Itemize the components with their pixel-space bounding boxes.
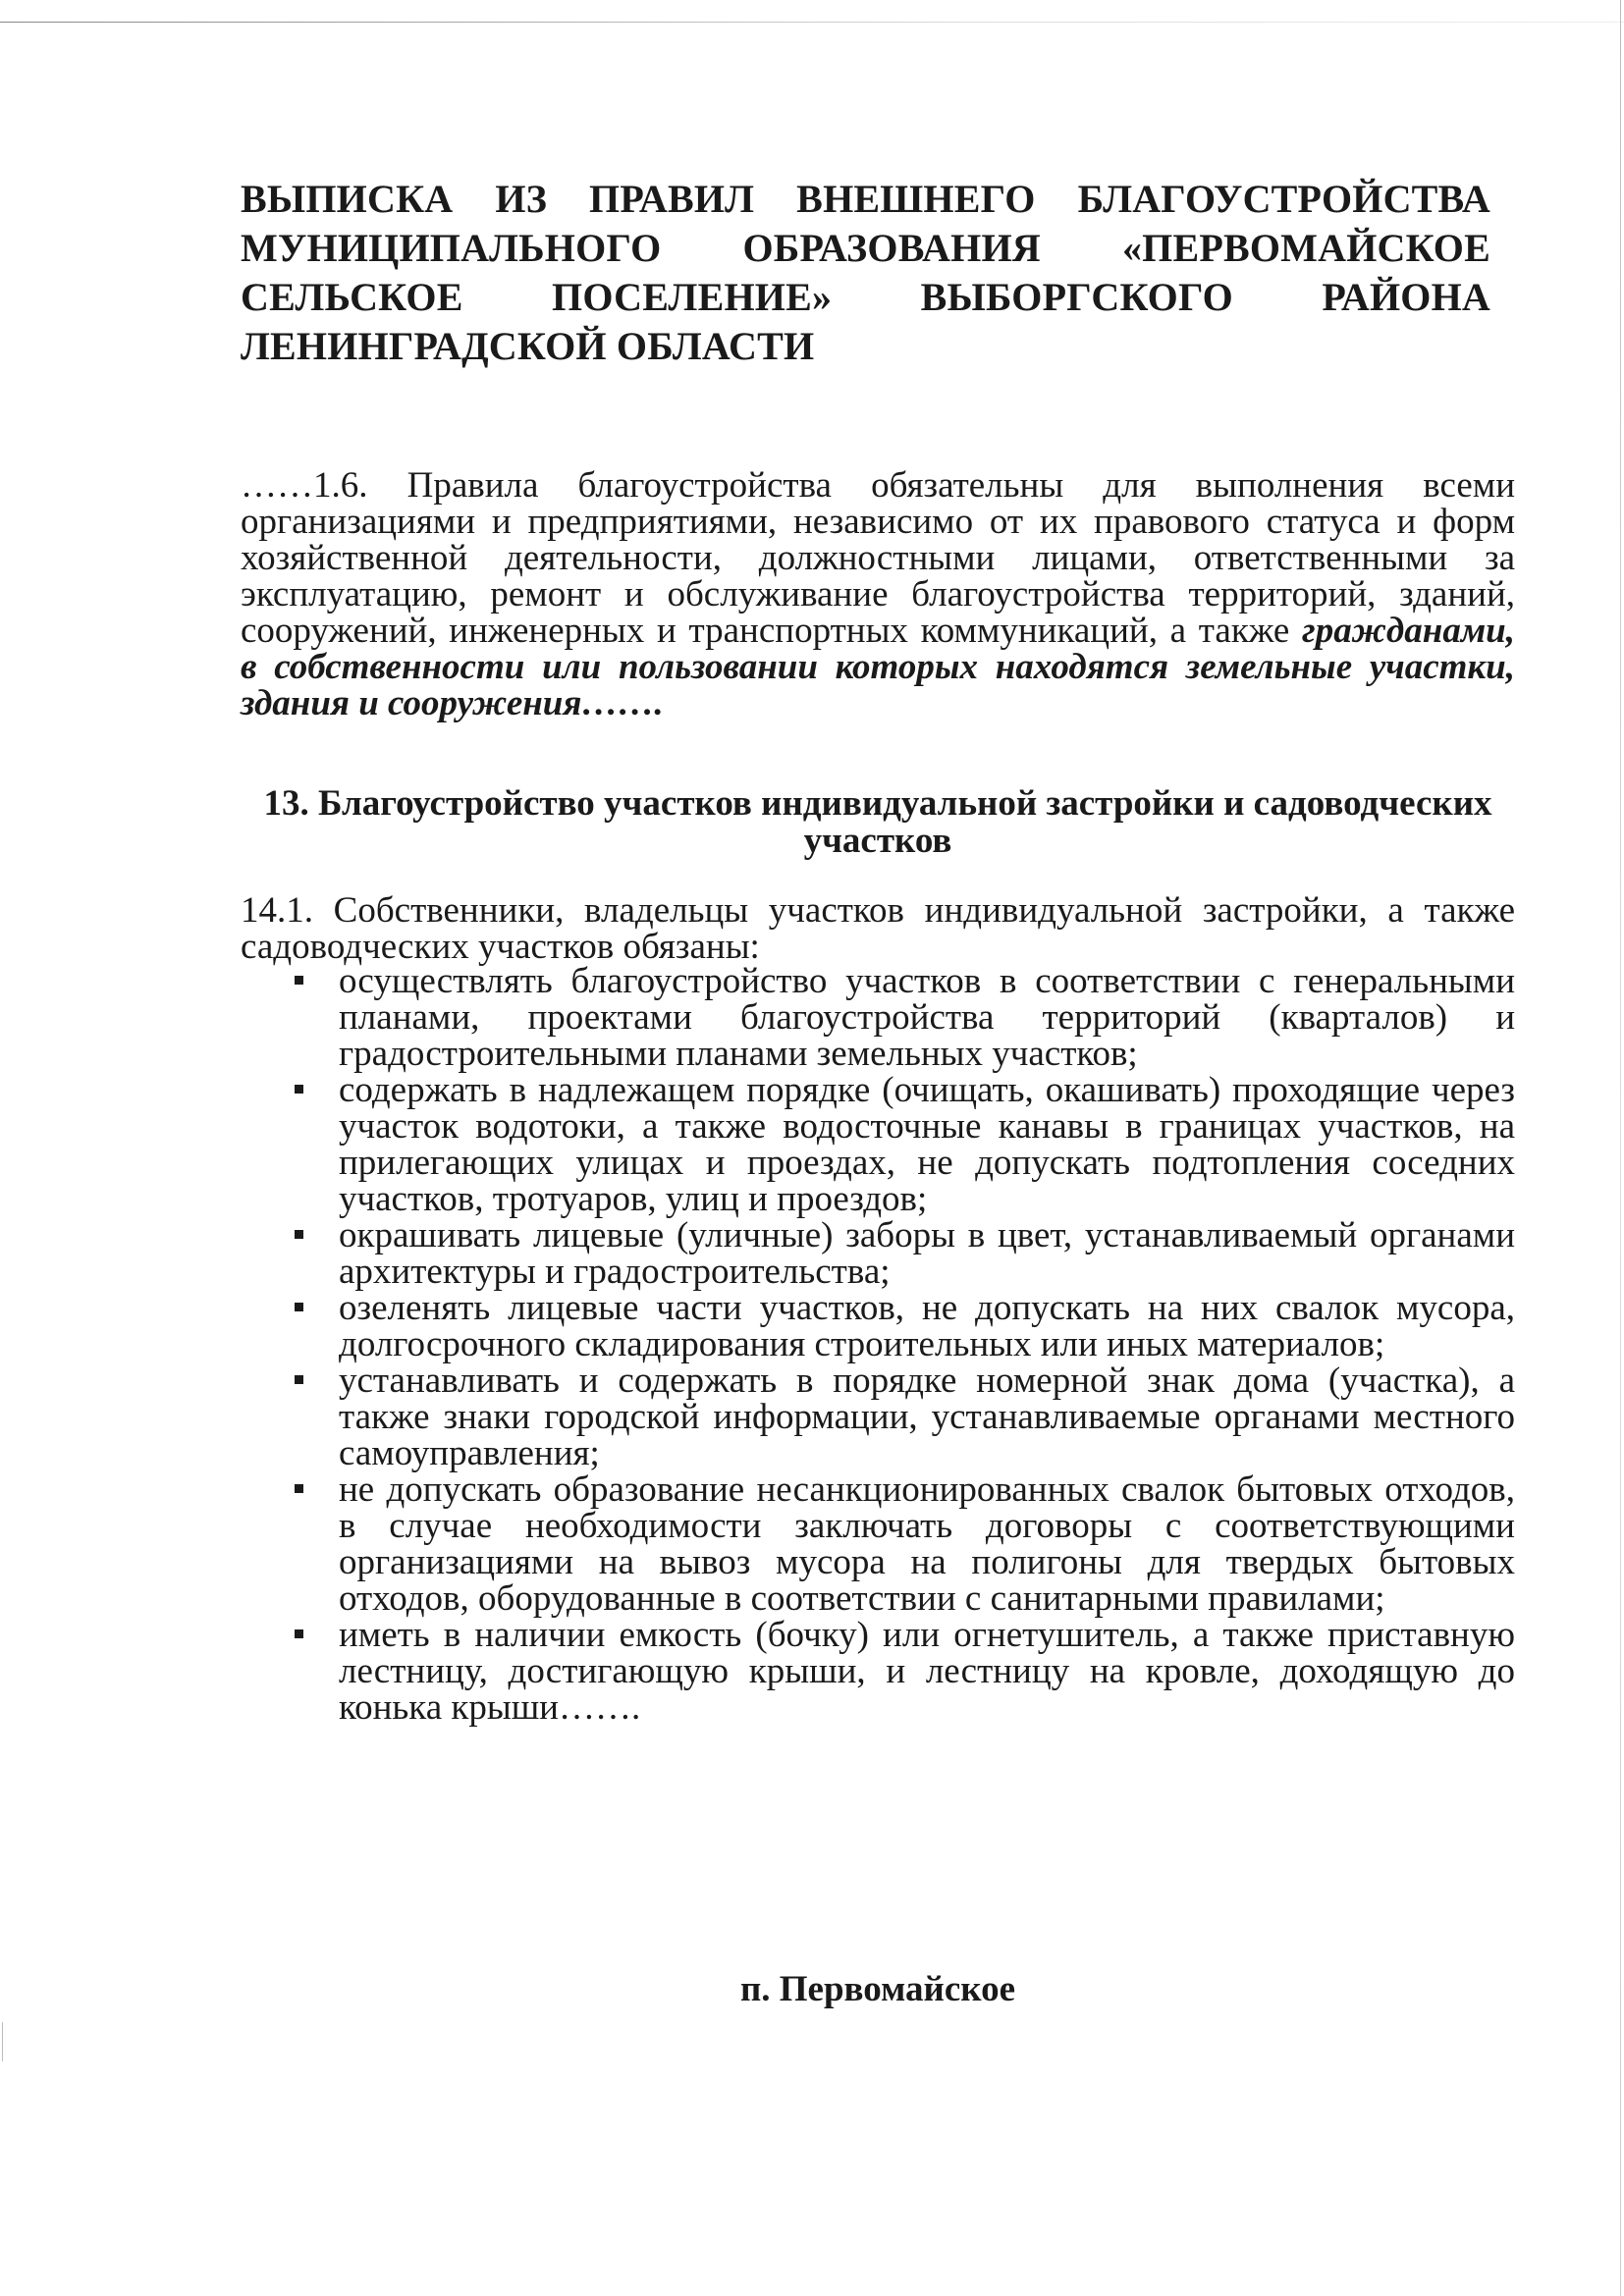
- list-item: [295, 1217, 1515, 1290]
- section-heading: 13. Благоустройство участков индивидуальной застройки и садоводческих участков: [263, 783, 1492, 861]
- scan-edge-right: [1620, 0, 1621, 2296]
- document-title: ВЫПИСКА ИЗ ПРАВИЛ ВНЕШНЕГО БЛАГОУСТРОЙСТВА МУНИЦИПАЛЬНОГО ОБРАЗОВАНИЯ «ПЕРВОМАЙСКОЕ СЕЛЬСКОЕ ПОСЕЛЕНИЕ» ВЫБОРГСКОГО РАЙОНА ЛЕНИНГРАДСКОЙ ОБЛАСТИ: [241, 177, 1490, 368]
- bullet-square-icon: [295, 1484, 303, 1493]
- intro-emphasis: гражданами, в собственности или пользовании которых находятся земельные участки, здания и сооружения…….: [241, 611, 1515, 723]
- list-item-text: озеленять лицевые части участков, не допускать на них свалок мусора, долгосрочного складирования строительных или иных материалов;: [339, 1288, 1515, 1364]
- clause-intro: 14.1. Собственники, владельцы участков индивидуальной застройки, а также садоводческих участков обязаны:: [241, 890, 1515, 967]
- duties-list: [295, 963, 1515, 1726]
- bullet-square-icon: [295, 1303, 303, 1311]
- bullet-square-icon: [295, 1085, 303, 1094]
- list-item-text: устанавливать и содержать в порядке номерной знак дома (участка), а также знаки городской информации, устанавливаемые органами местного самоуправления;: [339, 1361, 1515, 1473]
- intro-text: ……1.6. Правила благоустройства обязательны для выполнения всеми организациями и предприятиями, независимо от их правового статуса и форм хозяйственной деятельности, должностными лицами, ответственными за эксплуатацию, ремонт и обслуживание благоустройства территорий, зданий, сооружений, инженерных и транспортных коммуникаций, а также: [241, 465, 1515, 651]
- scan-edge-left: [2, 2022, 3, 2061]
- list-item: [295, 963, 1515, 1072]
- list-item-text: содержать в надлежащем порядке (очищать, окашивать) проходящие через участок водотоки, а также водосточные канавы в границах участков, на прилегающих улицах и проездах, не допускать подтопления соседних участков, тротуаров, улиц и проездов;: [339, 1070, 1515, 1219]
- list-item: [295, 1362, 1515, 1471]
- list-item: [295, 1617, 1515, 1726]
- list-item-text: не допускать образование несанкционированных свалок бытовых отходов, в случае необходимости заключать договоры с соответствующими организациями на вывоз мусора на полигоны для твердых бытовых отходов, оборудованные в соответствии с санитарными правилами;: [339, 1469, 1515, 1619]
- scan-edge-top: [0, 22, 1624, 23]
- list-item: [295, 1290, 1515, 1362]
- list-item: [295, 1072, 1515, 1217]
- intro-paragraph: [241, 467, 1515, 721]
- bullet-square-icon: [295, 1629, 303, 1638]
- list-item: [295, 1471, 1515, 1617]
- list-item-text: осуществлять благоустройство участков в соответствии с генеральными планами, проектами благоустройства территорий (кварталов) и градостроительными планами земельных участков;: [339, 961, 1515, 1074]
- place-name: п. Первомайское: [739, 1969, 1016, 2009]
- bullet-square-icon: [295, 1230, 303, 1239]
- bullet-square-icon: [295, 976, 303, 985]
- bullet-square-icon: [295, 1375, 303, 1384]
- list-item-text: иметь в наличии емкость (бочку) или огнетушитель, а также приставную лестницу, достигающую крыши, и лестницу на кровле, доходящую до конька крыши…….: [339, 1615, 1515, 1728]
- list-item-text: окрашивать лицевые (уличные) заборы в цвет, устанавливаемый органами архитектуры и градостроительства;: [339, 1215, 1515, 1292]
